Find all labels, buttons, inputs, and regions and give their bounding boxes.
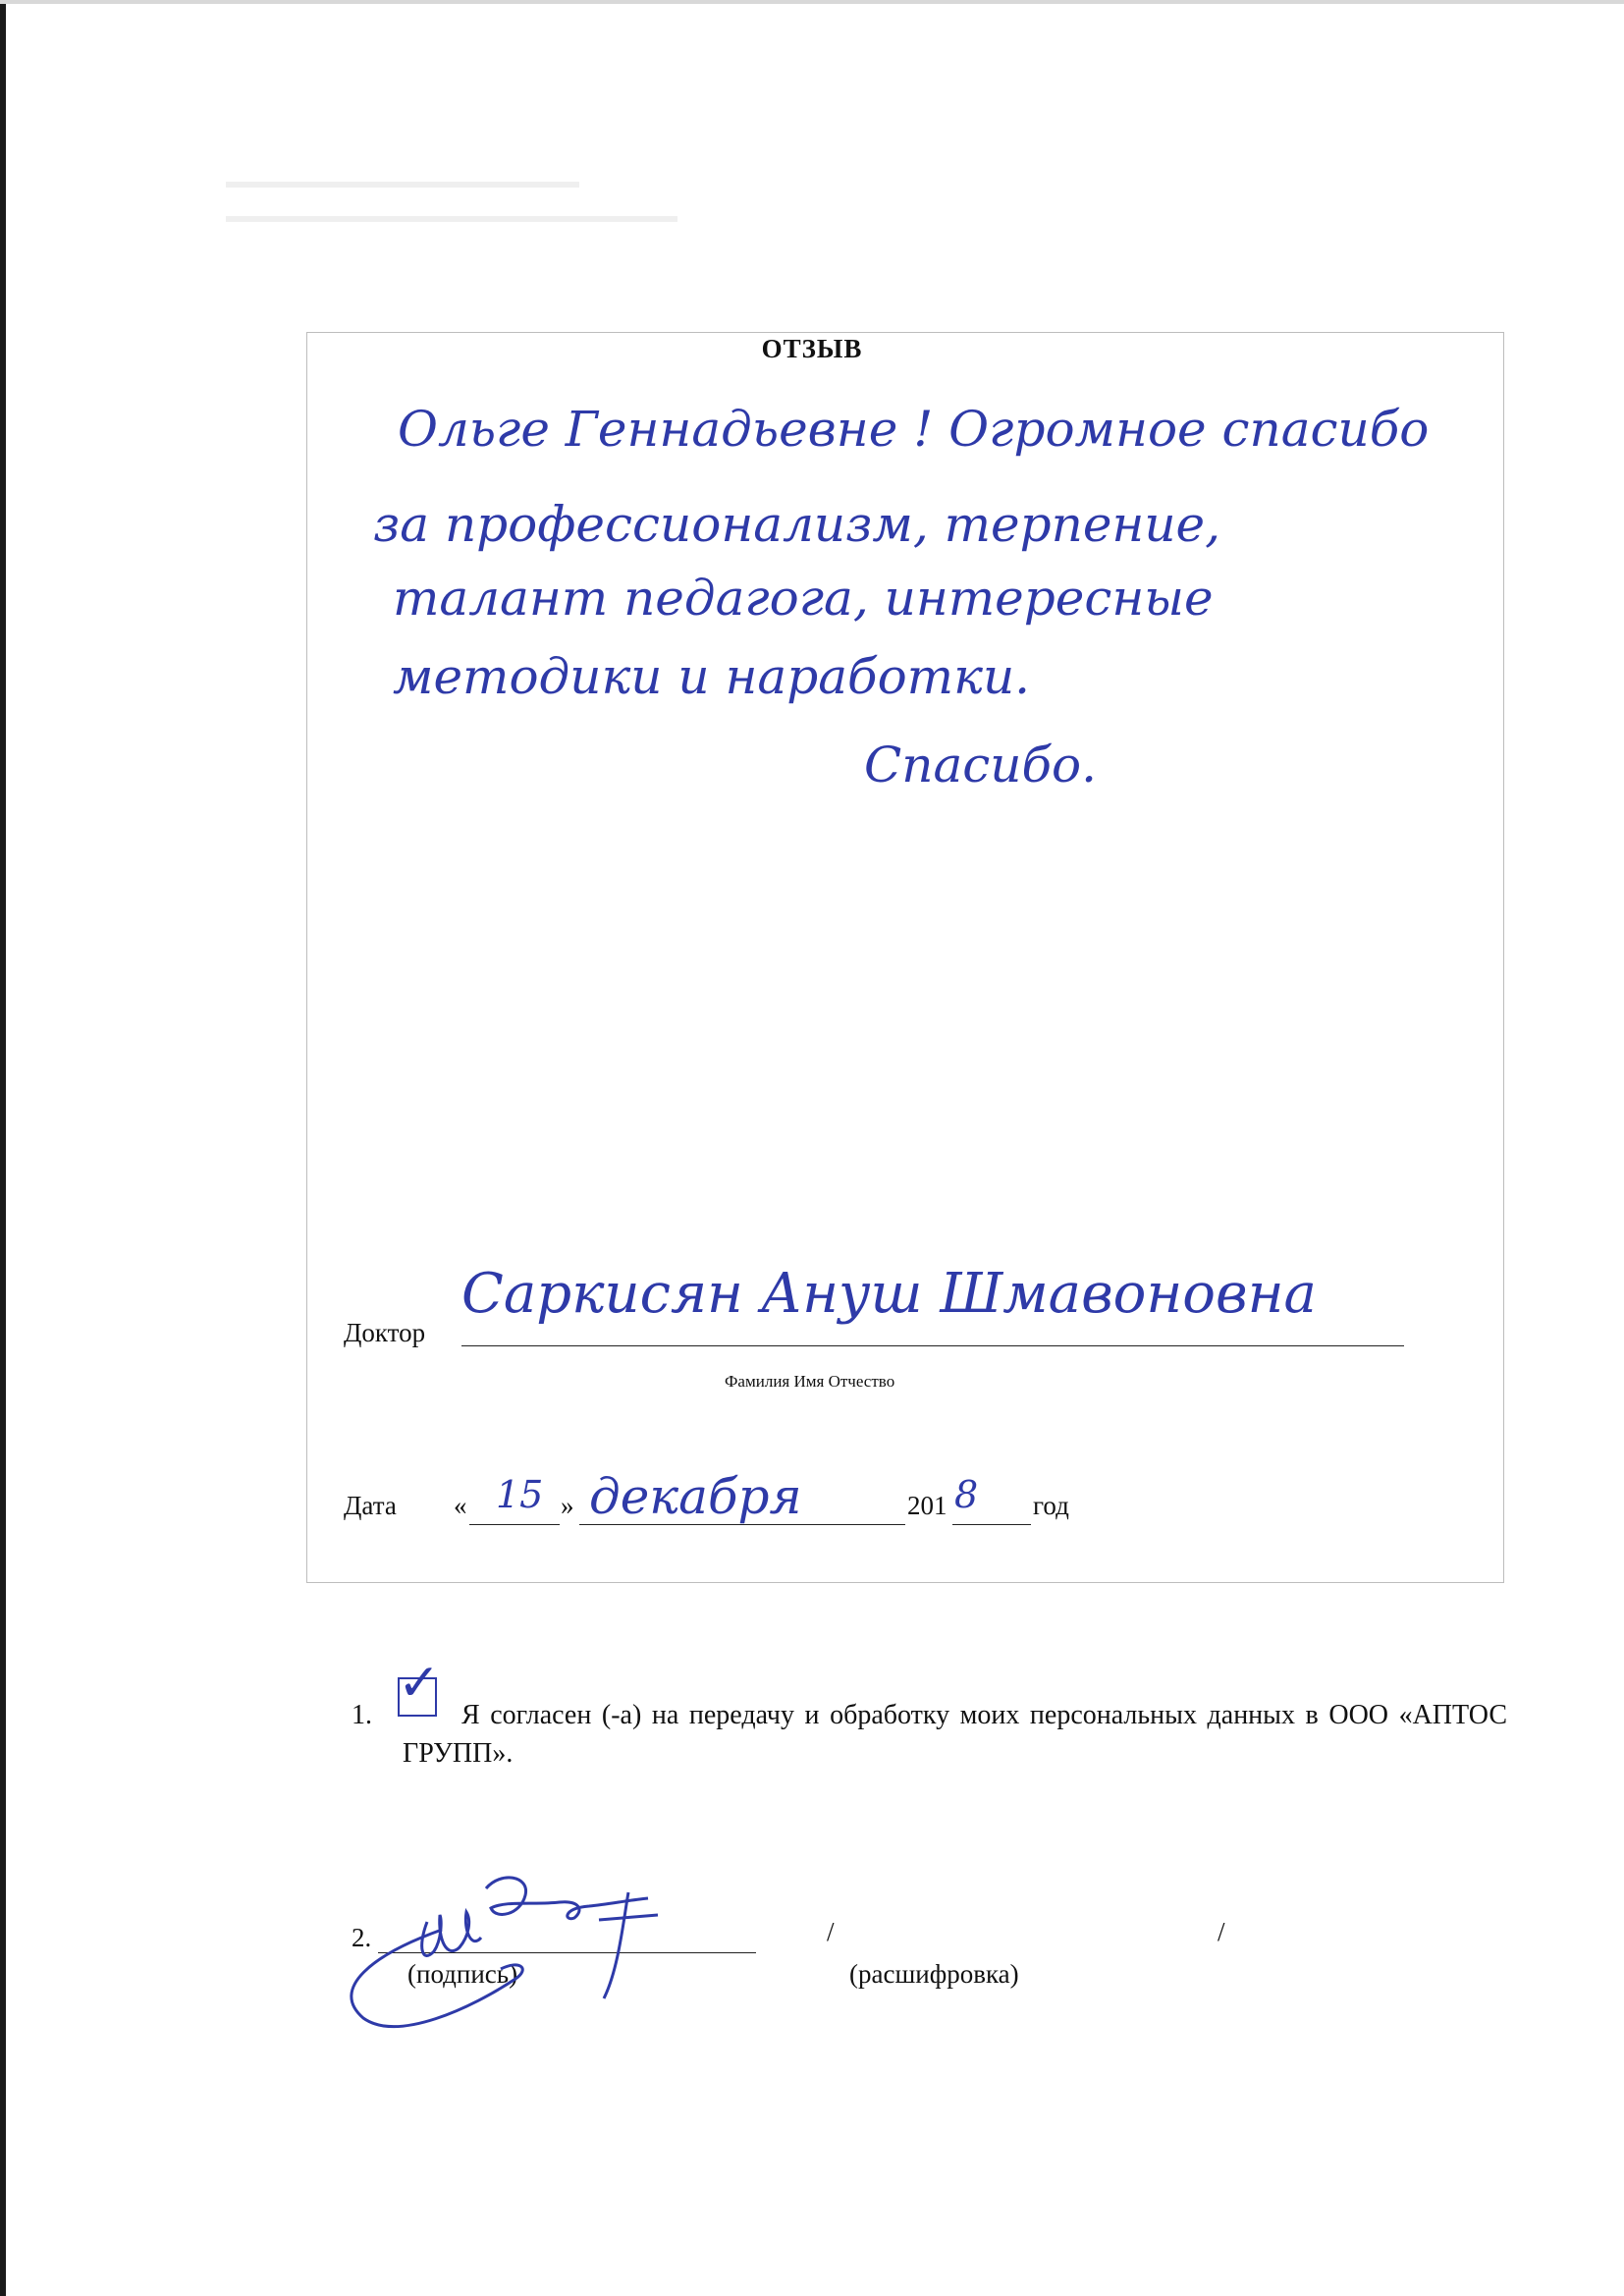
consent-paragraph — [352, 1696, 1507, 1773]
handwritten-line-1: Ольге Геннадьевне ! Огромное спасибо — [398, 401, 1430, 458]
handwritten-line-2: за профессионализм, терпение, — [373, 496, 1221, 553]
handwritten-signature — [334, 1861, 727, 2048]
decoding-caption: (расшифровка) — [849, 1959, 1019, 1989]
show-through-text — [226, 182, 579, 188]
year-line — [952, 1524, 1031, 1525]
scan-top-edge — [0, 0, 1624, 4]
year-suffix-handwritten: 8 — [954, 1473, 979, 1516]
doctor-name-handwritten: Саркисян Ануш Шмавоновна — [461, 1262, 1317, 1326]
signature-number: 2. — [352, 1923, 372, 1952]
slash-right: / — [1218, 1917, 1225, 1946]
show-through-text — [226, 216, 677, 222]
handwritten-line-4: методики и наработки. — [393, 648, 1031, 705]
date-day-handwritten: 15 — [496, 1473, 544, 1516]
handwritten-thanks: Спасибо. — [864, 737, 1097, 793]
name-caption: Фамилия Имя Отчество — [725, 1372, 895, 1391]
handwritten-line-3: талант педагога, интересные — [393, 570, 1214, 627]
year-label: год — [1033, 1491, 1069, 1520]
date-open-quote: « — [454, 1491, 467, 1520]
check-mark-icon: ✓ — [398, 1654, 441, 1713]
slash-left: / — [827, 1917, 835, 1946]
doctor-name-line — [461, 1345, 1404, 1346]
consent-number: 1. — [352, 1700, 372, 1730]
date-close-quote: » — [561, 1491, 574, 1520]
day-line — [469, 1524, 560, 1525]
doctor-label: Доктор — [344, 1318, 426, 1347]
consent-text: Я согласен (-а) на передачу и обработку моих персональных данных в ООО «АПТОС ГРУПП». — [403, 1700, 1507, 1769]
signature-caption: (подпись) — [407, 1959, 518, 1989]
date-month-handwritten: декабря — [589, 1468, 802, 1525]
form-title: ОТЗЫВ — [761, 334, 863, 363]
year-prefix: 201 — [907, 1491, 947, 1520]
date-label: Дата — [344, 1491, 397, 1520]
